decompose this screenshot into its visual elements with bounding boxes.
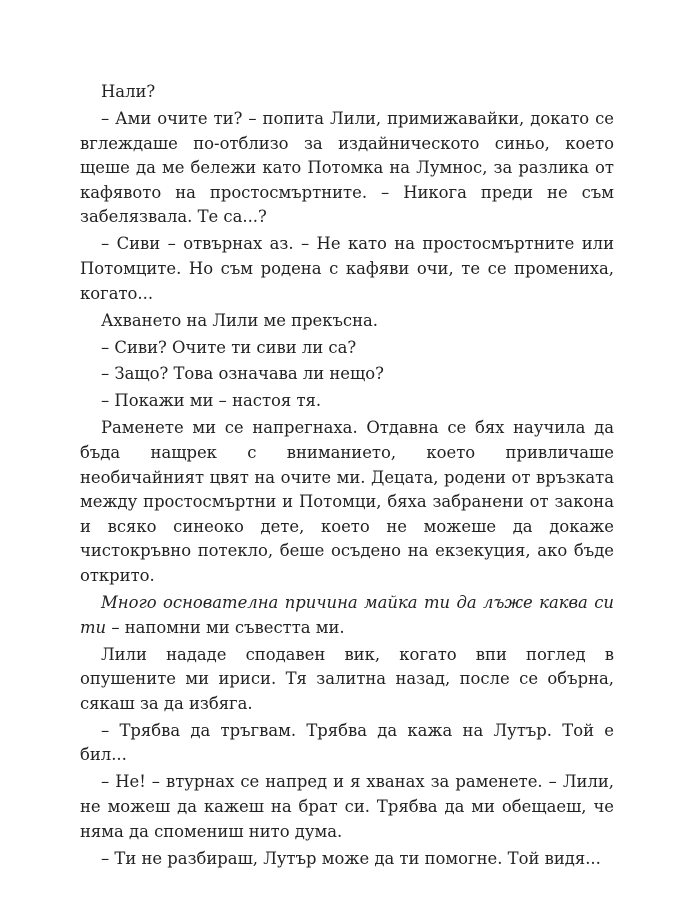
paragraph-9-italic: Много основателна причина майка ти да лъже каква си ти xyxy=(80,593,614,637)
paragraph-5: – Сиви? Очите ти сиви ли са? xyxy=(101,337,357,357)
paragraph-13: – Ти не разбираш, Лутър може да ти помогне. Той видя... xyxy=(101,848,601,868)
paragraph-6: – Защо? Това означава ли нещо? xyxy=(101,364,384,384)
paragraph-1: Нали? xyxy=(101,82,156,101)
paragraph-9 xyxy=(80,591,614,640)
paragraph-11: – Трябва да тръгвам. Трябва да кажа на Лутър. Той е бил... xyxy=(80,720,614,765)
paragraph-3: – Сиви – отвърнах аз. – Не като на простосмъртните или Потомците. Но съм родена с кафяви очи, те се промениха, когато... xyxy=(80,234,614,303)
book-page xyxy=(80,80,614,873)
paragraph-4: Ахването на Лили ме прекъсна. xyxy=(101,310,379,330)
paragraph-8: Раменете ми се напрегнаха. Отдавна се бях научила да бъда нащрек с вниманието, което привличаше необичайният цвят на очите ми. Децата, родени от връзката между простосмъртни и Потомци, бяха забранени от закона и всяко синеоко дете, което не можеше да докаже чистокръвно потекло, беше осъдено на екзекуция, ако бъде открито. xyxy=(80,418,614,586)
paragraph-10: Лили нададе сподавен вик, когато впи поглед в опушените ми ириси. Тя залитна назад, после се обърна, сякаш за да избяга. xyxy=(80,644,614,713)
paragraph-12: – Не! – втурнах се напред и я хванах за раменете. – Лили, не можеш да кажеш на брат си. Трябва да ми обещаеш, че няма да спомениш нито дума. xyxy=(80,772,614,841)
paragraph-9-text: – напомни ми съвестта ми. xyxy=(106,617,345,637)
paragraph-7: – Покажи ми – настоя тя. xyxy=(101,391,322,411)
paragraph-2: – Ами очите ти? – попита Лили, примижавайки, докато се вглеждаше по-отблизо за издайническото синьо, което щеше да ме бележи като Потомка на Лумнос, за разлика от кафявото на простосмъртните. – Никога преди не съм забелязвала. Те са...? xyxy=(80,108,614,227)
